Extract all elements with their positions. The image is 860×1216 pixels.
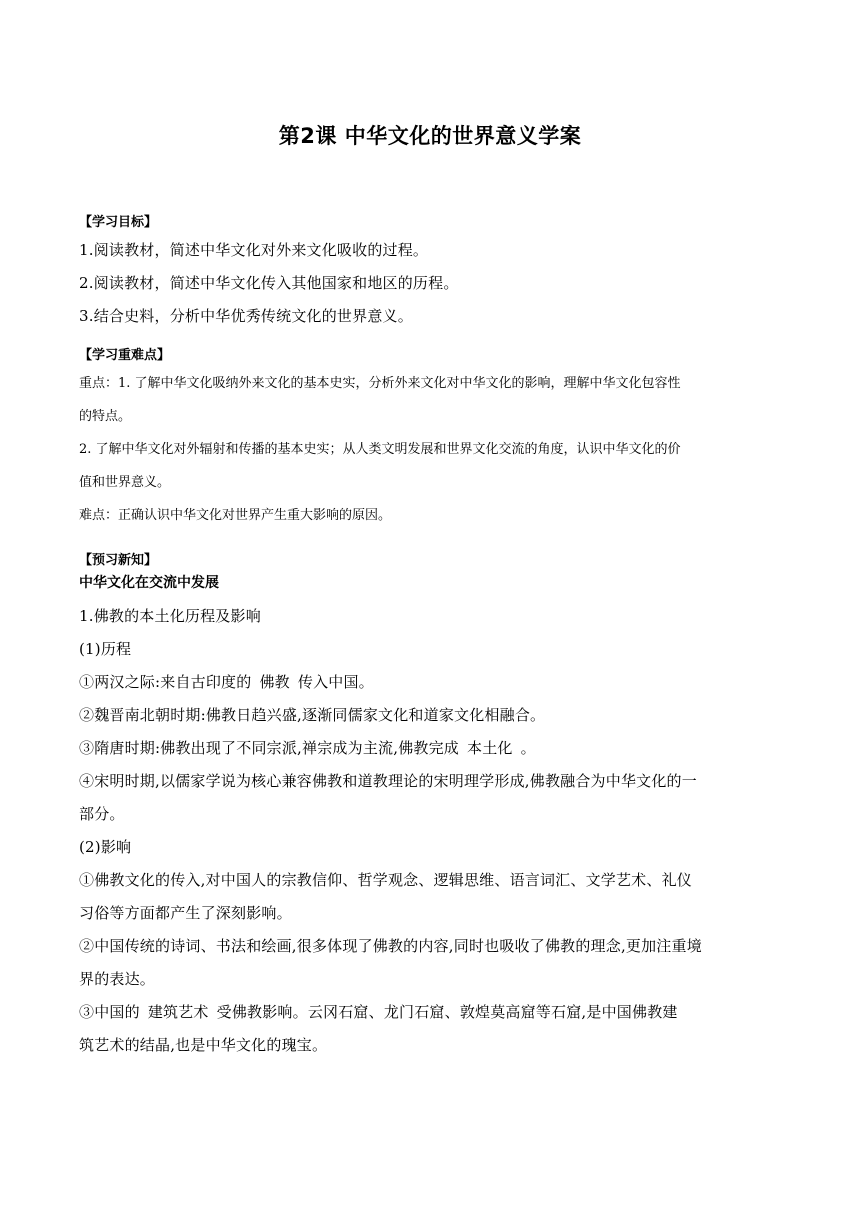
fill-answer: 本土化 <box>467 739 513 757</box>
key-points-section <box>79 345 781 532</box>
influence-point-2-cont: 界的表达。 <box>79 970 156 988</box>
key-point-line: 值和世界意义。 <box>79 475 171 490</box>
text-segment: 受佛教影响。云冈石窟、龙门石窟、敦煌莫高窟等石窟,是中国佛教建 <box>216 1003 678 1021</box>
preview-heading: 【预习新知】 <box>79 553 158 568</box>
preview-section <box>79 550 781 1062</box>
history-point-4-cont: 部分。 <box>79 805 125 823</box>
influence-point-3 <box>79 996 781 1029</box>
key-points-heading: 【学习重难点】 <box>79 348 171 363</box>
influence-label: (2)影响 <box>79 838 132 856</box>
key-point-line: 的特点。 <box>79 409 132 424</box>
influence-point-1: ①佛教文化的传入,对中国人的宗教信仰、哲学观念、逻辑思维、语言词汇、文学艺术、礼仪 <box>79 871 692 889</box>
difficult-point-line: 难点：正确认识中华文化对世界产生重大影响的原因。 <box>79 508 392 523</box>
influence-point-1-cont: 习俗等方面都产生了深刻影响。 <box>79 904 292 922</box>
item-title: 1.佛教的本土化历程及影响 <box>79 607 261 625</box>
history-point-4: ④宋明时期,以儒家学说为核心兼容佛教和道教理论的宋明理学形成,佛教融合为中华文化的一 <box>79 772 697 790</box>
history-point-2: ②魏晋南北朝时期:佛教日趋兴盛,逐渐同儒家文化和道家文化相融合。 <box>79 706 546 724</box>
influence-point-3-cont: 筑艺术的结晶,也是中华文化的瑰宝。 <box>79 1036 328 1054</box>
text-segment: 。 <box>520 739 536 757</box>
history-point-1 <box>79 666 781 699</box>
fill-answer: 佛教 <box>259 673 290 691</box>
history-point-3 <box>79 732 781 765</box>
objective-item: 3.结合史料，分析中华优秀传统文化的世界意义。 <box>79 307 413 325</box>
influence-point-2: ②中国传统的诗词、书法和绘画,很多体现了佛教的内容,同时也吸收了佛教的理念,更加注重境 <box>79 937 702 955</box>
text-segment: ③隋唐时期:佛教出现了不同宗派,禅宗成为主流,佛教完成 <box>79 739 459 757</box>
objective-item: 2.阅读教材，简述中华文化传入其他国家和地区的历程。 <box>79 274 459 292</box>
fill-answer: 建筑艺术 <box>147 1003 209 1021</box>
key-point-line: 2. 了解中华文化对外辐射和传播的基本史实；从人类文明发展和世界文化交流的角度，认识中华文化的价 <box>79 442 681 457</box>
objectives-section <box>79 212 781 333</box>
text-segment: 传入中国。 <box>297 673 374 691</box>
key-point-line: 重点：1. 了解中华文化吸纳外来文化的基本史实，分析外来文化对中华文化的影响，理解中华文化包容性 <box>79 376 681 391</box>
document-body <box>79 212 781 1062</box>
objectives-heading: 【学习目标】 <box>79 215 158 230</box>
preview-subheading: 中华文化在交流中发展 <box>79 575 219 591</box>
history-label: (1)历程 <box>79 640 132 658</box>
text-segment: ③中国的 <box>79 1003 140 1021</box>
text-segment: ①两汉之际:来自古印度的 <box>79 673 252 691</box>
objective-item: 1.阅读教材，简述中华文化对外来文化吸收的过程。 <box>79 241 429 259</box>
page-title: 第2课 中华文化的世界意义学案 <box>278 124 582 148</box>
